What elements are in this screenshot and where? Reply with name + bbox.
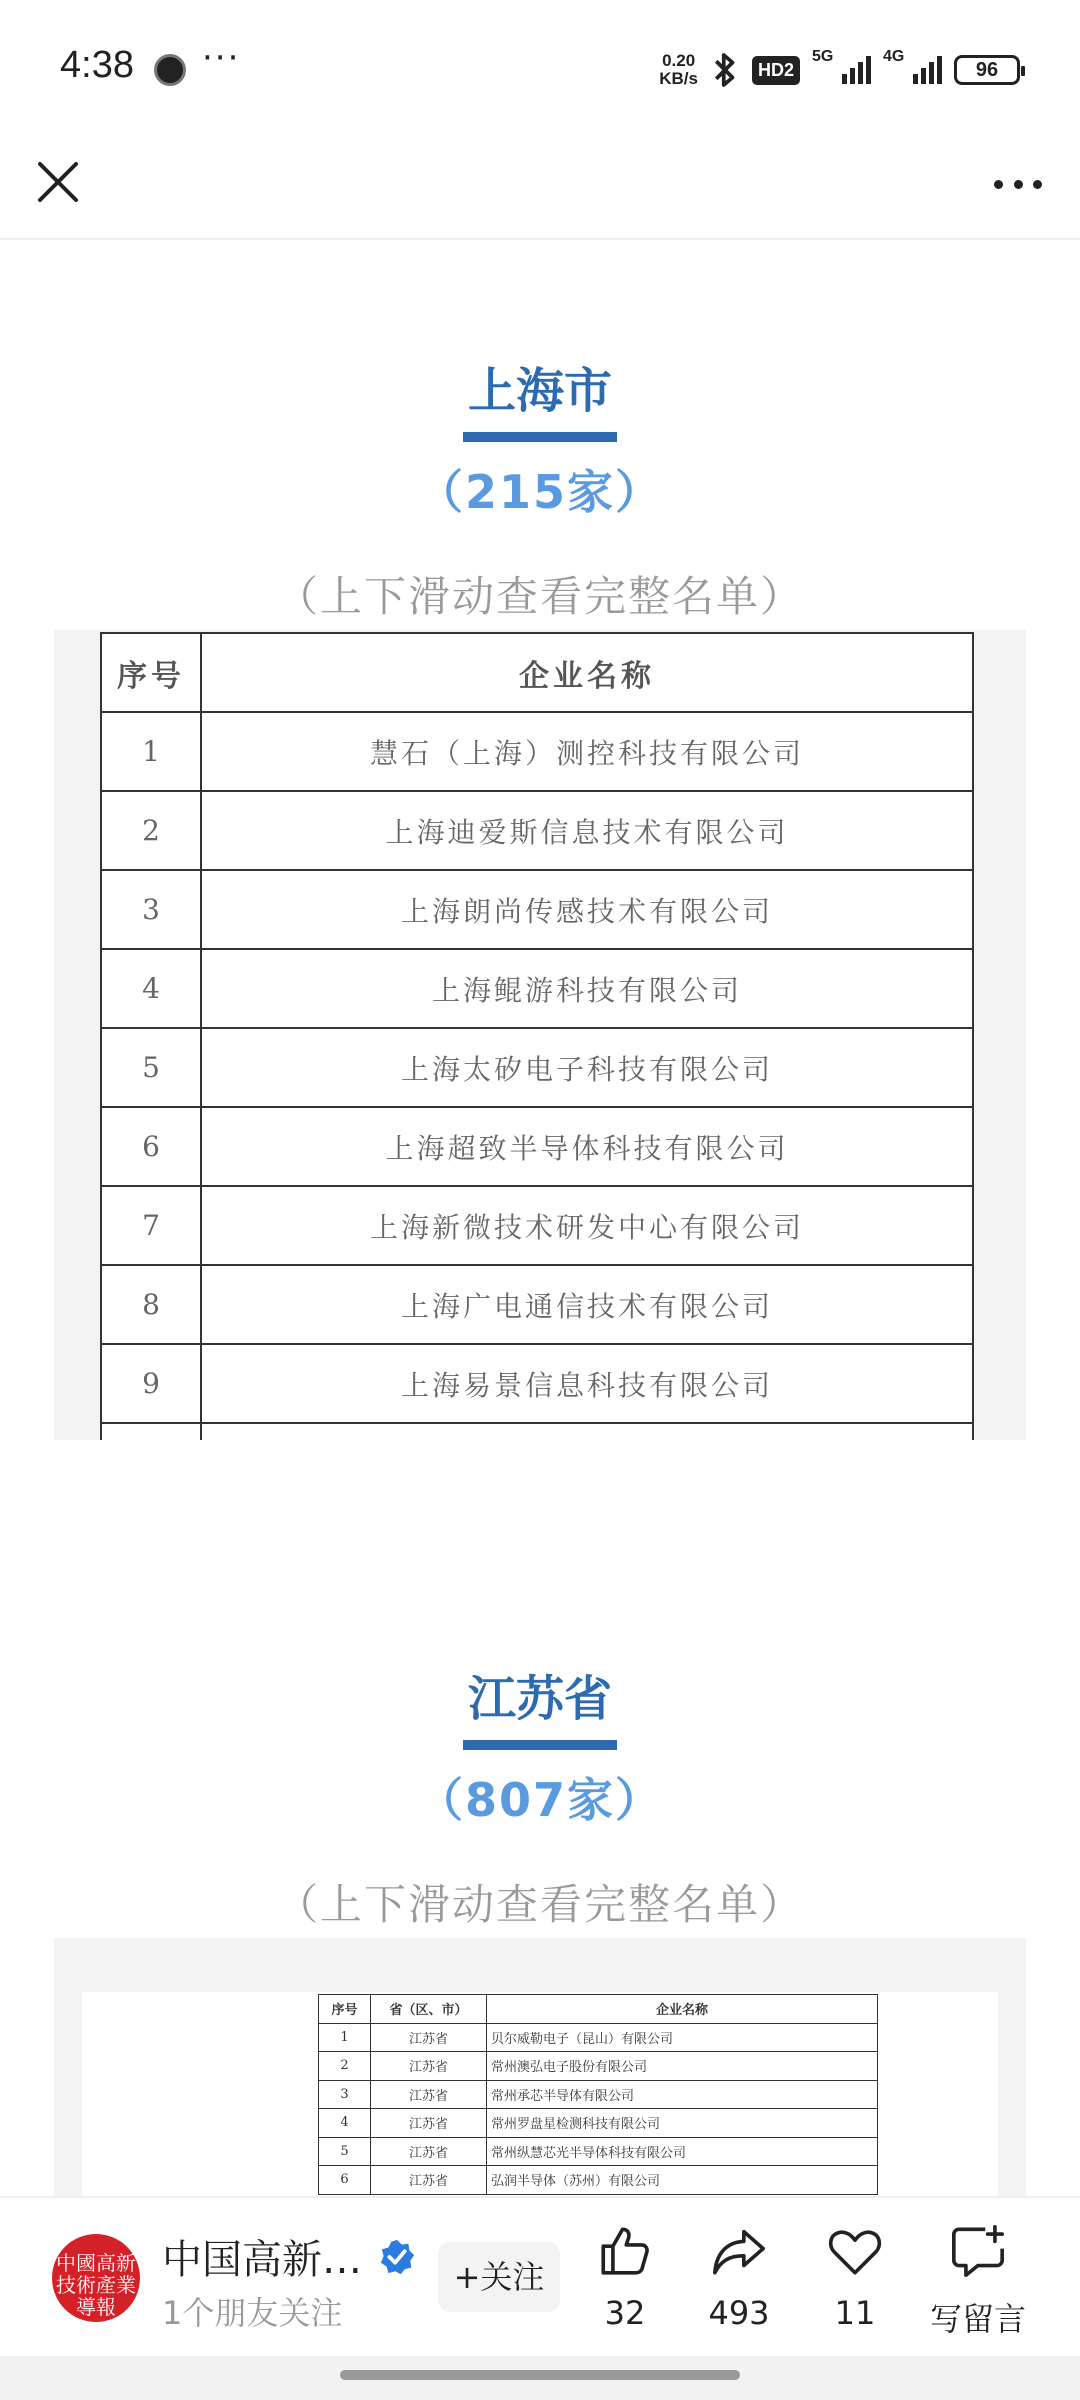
- thumbs-up-icon: [596, 2222, 654, 2280]
- row-index: 4: [319, 2109, 371, 2138]
- section-underline: [463, 432, 617, 442]
- share-count: 493: [708, 2294, 770, 2332]
- write-comment-label: 写留言: [929, 2300, 1026, 2338]
- table-header-province: 省（区、市）: [371, 1995, 487, 2024]
- row-province: 江苏省: [371, 2166, 487, 2195]
- row-index: 3: [101, 870, 201, 949]
- signal-4g-label: 4G: [883, 48, 905, 65]
- comment-add-icon: [949, 2222, 1007, 2280]
- row-company: 上海新微技术研发中心有限公司: [201, 1186, 973, 1265]
- hd-badge: HD2: [752, 56, 800, 85]
- net-speed-value: 0.20: [662, 51, 696, 70]
- table-row: [319, 2166, 878, 2195]
- row-company: 上海鲲游科技有限公司: [201, 949, 973, 1028]
- row-index: 8: [101, 1265, 201, 1344]
- company-list-image-shanghai[interactable]: [54, 630, 1026, 1440]
- row-index: 6: [101, 1107, 201, 1186]
- status-overflow-icon: ···: [202, 38, 241, 78]
- row-company: 上海超致半导体科技有限公司: [201, 1107, 973, 1186]
- company-table-jiangsu: [318, 1994, 878, 2195]
- row-company: 上海易景信息科技有限公司: [201, 1344, 973, 1423]
- table-row: [101, 1028, 973, 1107]
- row-province: 江苏省: [371, 2080, 487, 2109]
- like-count: 32: [604, 2294, 646, 2332]
- row-company: 慧石（上海）测控科技有限公司: [201, 712, 973, 791]
- signal-4g-icon: [883, 48, 942, 84]
- row-index: 1: [319, 2023, 371, 2052]
- table-row: [101, 712, 973, 791]
- table-row: [101, 949, 973, 1028]
- account-name[interactable]: 中国高新…: [162, 2237, 362, 2283]
- bottom-action-bar: [0, 2196, 1080, 2356]
- clock-icon: [154, 54, 186, 86]
- battery-icon: 96: [954, 55, 1020, 85]
- row-index: 2: [319, 2052, 371, 2081]
- row-province: 江苏省: [371, 2023, 487, 2052]
- row-company: 常州澳弘电子股份有限公司: [487, 2052, 878, 2081]
- row-company: 上海朗尚传感技术有限公司: [201, 870, 973, 949]
- table-header-company: 企业名称: [201, 633, 973, 712]
- row-company: 上海广电通信技术有限公司: [201, 1265, 973, 1344]
- table-header-index: 序号: [319, 1995, 371, 2024]
- write-comment-button[interactable]: [916, 2222, 1040, 2342]
- favorite-button[interactable]: [800, 2222, 910, 2342]
- table-row: [319, 2109, 878, 2138]
- row-index: 6: [319, 2166, 371, 2195]
- signal-5g-icon: [812, 48, 871, 84]
- table-row: [319, 2023, 878, 2052]
- row-province: 江苏省: [371, 2109, 487, 2138]
- row-index: 4: [101, 949, 201, 1028]
- table-row: [319, 2052, 878, 2081]
- table-row: [319, 2137, 878, 2166]
- status-time: 4:38: [60, 44, 134, 86]
- net-speed-unit: KB/s: [659, 69, 698, 88]
- more-options-icon[interactable]: [986, 158, 1050, 210]
- section-hint-shanghai: （上下滑动查看完整名单）: [275, 572, 804, 621]
- table-row: [101, 1186, 973, 1265]
- company-table-shanghai: [100, 632, 974, 1440]
- row-company: 常州纵慧芯光半导体科技有限公司: [487, 2137, 878, 2166]
- document-page: [82, 1992, 998, 2196]
- row-company: 常州承芯半导体有限公司: [487, 2080, 878, 2109]
- section-count-shanghai: （215家）: [416, 465, 664, 519]
- table-row: [101, 791, 973, 870]
- table-row: [319, 2080, 878, 2109]
- net-speed: [659, 52, 698, 88]
- table-header-row: [101, 633, 973, 712]
- company-list-image-jiangsu[interactable]: [54, 1938, 1026, 2196]
- share-button[interactable]: [684, 2222, 794, 2342]
- section-underline: [463, 1740, 617, 1750]
- row-index: 7: [101, 1186, 201, 1265]
- row-province: 江苏省: [371, 2137, 487, 2166]
- signal-5g-label: 5G: [812, 48, 834, 65]
- table-row: [101, 1344, 973, 1423]
- section-hint-jiangsu: （上下滑动查看完整名单）: [275, 1880, 804, 1929]
- section-count-jiangsu: （807家）: [416, 1773, 664, 1827]
- row-index: 2: [101, 791, 201, 870]
- follow-button[interactable]: +关注: [438, 2242, 560, 2312]
- top-nav: [0, 140, 1080, 240]
- table-row: [101, 1423, 973, 1440]
- favorite-count: 11: [834, 2294, 876, 2332]
- bluetooth-icon: [710, 50, 740, 90]
- row-company: 贝尔威勒电子（昆山）有限公司: [487, 2023, 878, 2052]
- home-indicator[interactable]: [340, 2370, 740, 2380]
- row-company: 常州罗盘星检测科技有限公司: [487, 2109, 878, 2138]
- row-index: 3: [319, 2080, 371, 2109]
- table-row: [101, 1265, 973, 1344]
- table-header-company: 企业名称: [487, 1995, 878, 2024]
- row-index: 5: [101, 1028, 201, 1107]
- avatar-logo-text: 中國高新 技術產業導報: [56, 2251, 136, 2319]
- row-index: 9: [101, 1344, 201, 1423]
- row-company: 上海迪爱斯信息技术有限公司: [201, 791, 973, 870]
- row-index: 5: [319, 2137, 371, 2166]
- table-header-index: 序号: [101, 633, 201, 712]
- row-company: 弘润半导体（苏州）有限公司: [487, 2166, 878, 2195]
- table-header-row: [319, 1995, 878, 2024]
- verified-badge-icon: [378, 2238, 416, 2276]
- account-avatar[interactable]: [52, 2234, 140, 2322]
- heart-icon: [826, 2222, 884, 2280]
- row-index: 1: [101, 712, 201, 791]
- table-row: [101, 870, 973, 949]
- close-icon[interactable]: [28, 152, 92, 216]
- row-company: 上海太矽电子科技有限公司: [201, 1028, 973, 1107]
- account-subtitle: 1个朋友关注: [162, 2294, 343, 2332]
- section-title-shanghai: 上海市: [467, 363, 612, 419]
- table-row: [101, 1107, 973, 1186]
- status-bar: [0, 0, 1080, 140]
- share-icon: [710, 2222, 768, 2280]
- section-title-jiangsu: 江苏省: [467, 1671, 612, 1727]
- row-province: 江苏省: [371, 2052, 487, 2081]
- like-button[interactable]: [570, 2222, 680, 2342]
